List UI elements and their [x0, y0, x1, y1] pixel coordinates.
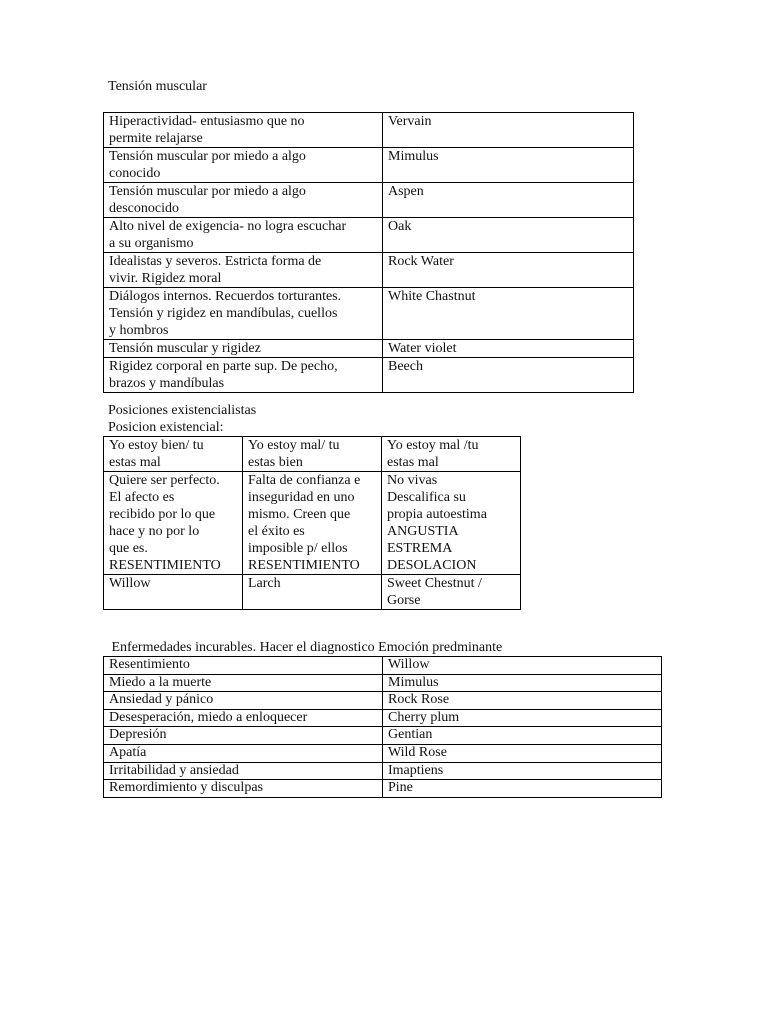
table-posiciones-existencialistas [103, 436, 521, 610]
symptom-cell: Alto nivel de exigencia- no logra escuchar a su organismo [104, 218, 383, 253]
remedy-cell: Sweet Chestnut / Gorse [382, 575, 521, 610]
header-cell: Yo estoy bien/ tu estas mal [104, 437, 243, 472]
symptom-cell: Desesperación, miedo a enloquecer [104, 709, 383, 727]
description-cell: No vivas Descalifica su propia autoestima ANGUSTIA ESTREMA DESOLACION [382, 472, 521, 575]
table-tension-muscular [103, 112, 634, 393]
table-row [104, 762, 662, 780]
section-title-enfermedades: Enfermedades incurables. Hacer el diagnostico Emoción predminante [108, 640, 503, 655]
section-subtitle-posicion: Posicion existencial: [108, 420, 224, 435]
table-row [104, 148, 634, 183]
symptom-cell: Depresión [104, 727, 383, 745]
symptom-cell: Rigidez corporal en parte sup. De pecho, brazos y mandíbulas [104, 358, 383, 393]
remedy-cell: Oak [383, 218, 634, 253]
remedy-cell: Wild Rose [383, 744, 662, 762]
table-row [104, 744, 662, 762]
symptom-cell: Idealistas y severos. Estricta forma de vivir. Rigidez moral [104, 253, 383, 288]
table-row [104, 657, 662, 675]
remedy-cell: Pine [383, 780, 662, 798]
table-row [104, 358, 634, 393]
table-row [104, 727, 662, 745]
table-row [104, 780, 662, 798]
symptom-cell: Resentimiento [104, 657, 383, 675]
remedy-cell: Mimulus [383, 674, 662, 692]
remedy-cell: Water violet [383, 340, 634, 358]
section-title-posiciones: Posiciones existencialistas [108, 403, 257, 418]
description-cell: Quiere ser perfecto. El afecto es recibido por lo que hace y no por lo que es. RESENTIMIENTO [104, 472, 243, 575]
table-enfermedades-incurables [103, 656, 662, 798]
section-title-tension-muscular: Tensión muscular [108, 79, 207, 94]
symptom-cell: Tensión muscular por miedo a algo conocido [104, 148, 383, 183]
remedy-cell: Larch [243, 575, 382, 610]
table-row [104, 709, 662, 727]
table-row [104, 575, 521, 610]
table-header-row [104, 437, 521, 472]
symptom-cell: Irritabilidad y ansiedad [104, 762, 383, 780]
table-row [104, 183, 634, 218]
symptom-cell: Tensión muscular por miedo a algo desconocido [104, 183, 383, 218]
symptom-cell: Ansiedad y pánico [104, 692, 383, 710]
remedy-cell: Aspen [383, 183, 634, 218]
table-row [104, 692, 662, 710]
table-row [104, 340, 634, 358]
symptom-cell: Diálogos internos. Recuerdos torturantes. Tensión y rigidez en mandíbulas, cuellos y hombros [104, 288, 383, 340]
remedy-cell: Imaptiens [383, 762, 662, 780]
description-cell: Falta de confianza e inseguridad en uno mismo. Creen que el éxito es imposible p/ ellos RESENTIMIENTO [243, 472, 382, 575]
remedy-cell: Mimulus [383, 148, 634, 183]
symptom-cell: Tensión muscular y rigidez [104, 340, 383, 358]
remedy-cell: Gentian [383, 727, 662, 745]
remedy-cell: Willow [104, 575, 243, 610]
remedy-cell: Willow [383, 657, 662, 675]
remedy-cell: Beech [383, 358, 634, 393]
remedy-cell: Vervain [383, 113, 634, 148]
remedy-cell: Rock Water [383, 253, 634, 288]
table-row [104, 674, 662, 692]
symptom-cell: Hiperactividad- entusiasmo que no permite relajarse [104, 113, 383, 148]
header-cell: Yo estoy mal/ tu estas bien [243, 437, 382, 472]
symptom-cell: Apatía [104, 744, 383, 762]
remedy-cell: White Chastnut [383, 288, 634, 340]
table-row [104, 253, 634, 288]
table-row [104, 472, 521, 575]
table-row [104, 218, 634, 253]
remedy-cell: Cherry plum [383, 709, 662, 727]
symptom-cell: Remordimiento y disculpas [104, 780, 383, 798]
remedy-cell: Rock Rose [383, 692, 662, 710]
table-row [104, 113, 634, 148]
header-cell: Yo estoy mal /tu estas mal [382, 437, 521, 472]
table-row [104, 288, 634, 340]
symptom-cell: Miedo a la muerte [104, 674, 383, 692]
